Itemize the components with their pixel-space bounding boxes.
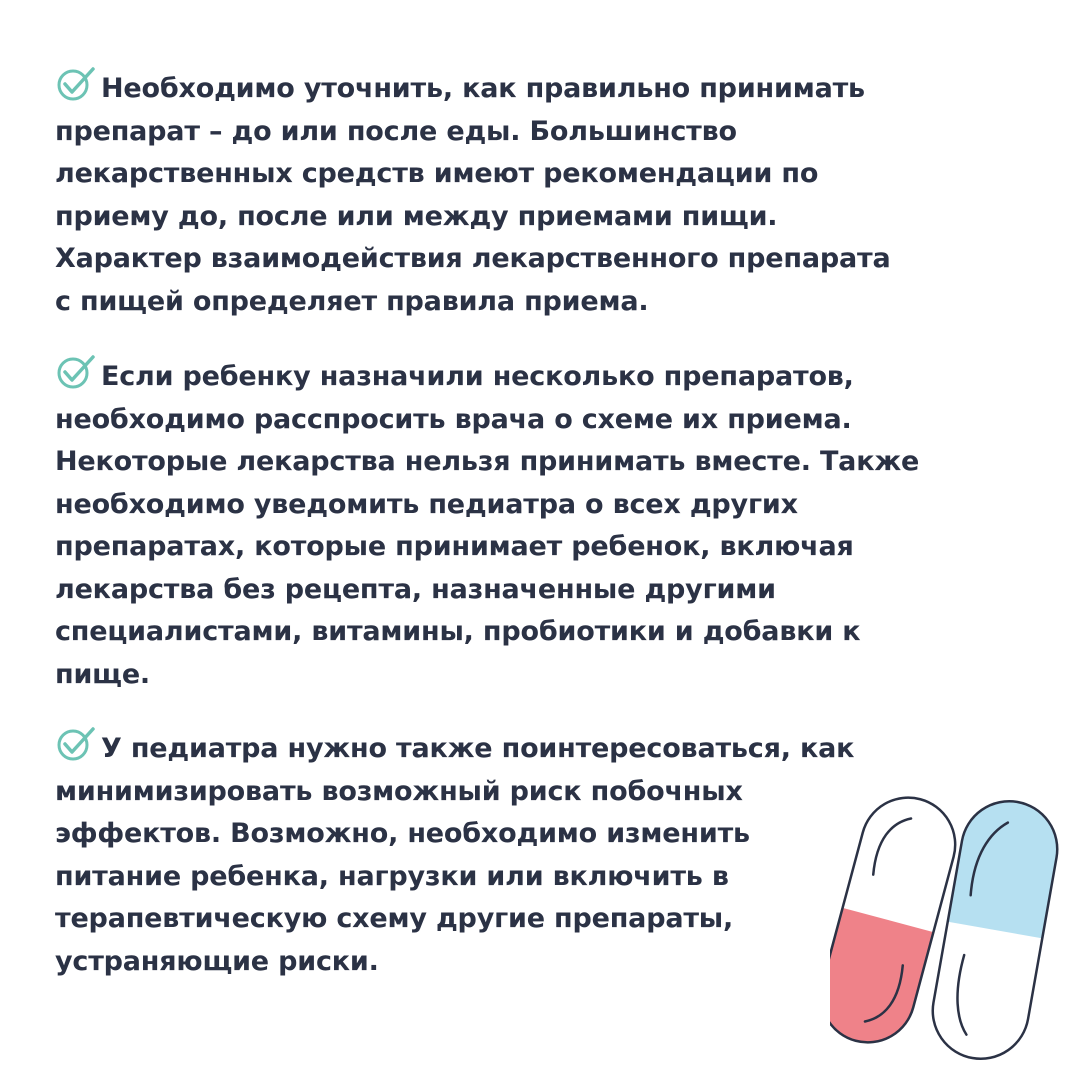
check-circle-icon xyxy=(55,354,97,390)
advice-text: Необходимо уточнить, как правильно принимать препарат – до или после еды. Большинство лекарственных средств имеют рекомендации по приему до, после или между приемами пищи. Характер взаимодействия лекарственного препарата с пищей определяет правила приема. xyxy=(55,73,891,317)
pills-icon xyxy=(830,780,1070,1070)
advice-text: Если ребенку назначили несколько препаратов, необходимо расспросить врача о схеме их приема. Некоторые лекарства нельзя принимать вместе. Также необходимо уведомить педиатра о всех других препаратах, которые принимает ребенок, включая лекарства без рецепта, назначенные другими специалистами, витамины, пробиотики и добавки к пище. xyxy=(55,361,920,690)
check-circle-icon xyxy=(55,726,97,762)
advice-paragraph-drug-schedule xyxy=(55,354,1045,696)
check-circle-icon xyxy=(55,66,97,102)
advice-text: У педиатра нужно также поинтересоваться, как минимизировать возможный риск побочных эффектов. Возможно, необходимо изменить питание ребенка, нагрузки или включить в терапевтическую схему другие препараты, устраняющие риски. xyxy=(55,733,855,977)
advice-paragraph-food-timing xyxy=(55,66,1045,323)
